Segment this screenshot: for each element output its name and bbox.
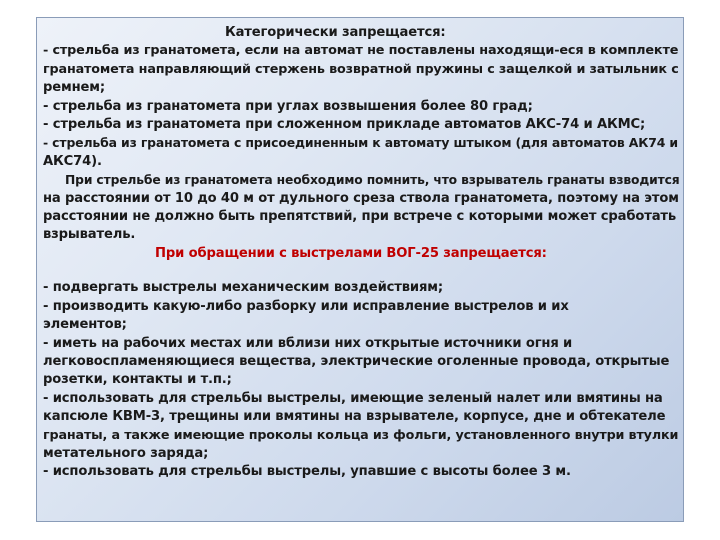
text-line: - подвергать выстрелы механическим воздействиям;	[43, 280, 443, 296]
text-line: капсюле КВМ-3, трещины или вмятины на взрывателе, корпусе, дне и обтекателе	[43, 409, 666, 425]
text-line: элементов;	[43, 317, 127, 333]
text-line: метательного заряда;	[43, 445, 209, 461]
text-line: - иметь на рабочих местах или вблизи них открытые источники огня и	[43, 335, 573, 351]
text-body	[43, 24, 681, 482]
text-line: - стрельба из гранатомета при углах возвышения более 80 град;	[43, 98, 533, 114]
heading-vog25: При обращении с выстрелами ВОГ-25 запрещается:	[155, 245, 547, 261]
text-line: взрыватель.	[43, 227, 136, 243]
text-line: ремнем;	[43, 80, 105, 96]
text-line: - стрельба из гранатомета при сложенном прикладе автоматов АКС-74 и АКМС;	[43, 117, 646, 133]
text-line: При стрельбе из гранатомета необходимо помнить, что взрыватель гранаты взводится	[65, 173, 680, 188]
text-line: - использовать для стрельбы выстрелы, упавшие с высоты более 3 м.	[43, 464, 571, 480]
text-panel	[36, 17, 684, 522]
heading-prohibited: Категорически запрещается:	[225, 25, 446, 40]
text-line: расстоянии не должно быть препятствий, при встрече с которыми может сработать	[43, 209, 677, 225]
text-line: розетки, контакты и т.п.;	[43, 372, 232, 388]
text-line: на расстоянии от 10 до 40 м от дульного среза ствола гранатомета, поэтому на этом	[43, 190, 679, 206]
text-line: гранатомета направляющий стержень возвратной пружины с защелкой и затыльник с	[43, 61, 679, 77]
text-line: - стрельба из гранатомета, если на автомат не поставлены находящи-еся в комплекте	[43, 43, 679, 59]
spacer	[43, 263, 681, 279]
text-line: - использовать для стрельбы выстрелы, имеющие зеленый налет или вмятины на	[43, 390, 663, 406]
text-line: - производить какую-либо разборку или исправление выстрелов и их	[43, 298, 569, 314]
text-line: - стрельба из гранатомета с присоединенным к автомату штыком (для автоматов АК74 и	[43, 135, 678, 151]
text-line: гранаты, а также имеющие проколы кольца из фольги, установленного внутри втулки	[43, 427, 679, 443]
text-line: легковоспламеняющиеся вещества, электрические оголенные провода, открытые	[43, 353, 670, 369]
text-line: АКС74).	[43, 153, 102, 169]
